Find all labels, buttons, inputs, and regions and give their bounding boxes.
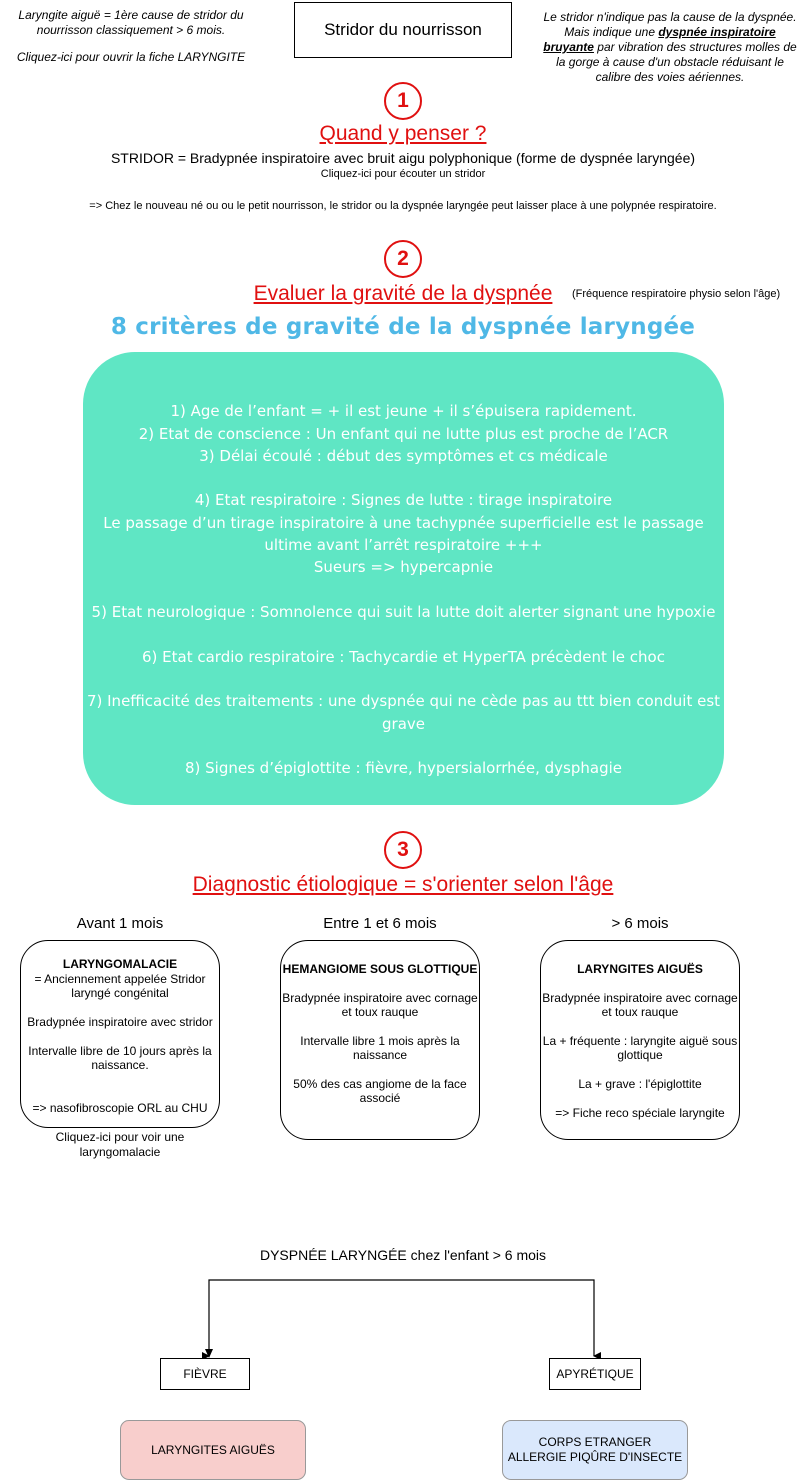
- main-title: Stridor du nourrisson: [324, 20, 482, 39]
- connector-to-apyretique: [402, 1280, 594, 1356]
- criterion-6: 6) Etat cardio respiratoire : Tachycardie et HyperTA précèdent le choc: [142, 648, 665, 666]
- criterion-4: 4) Etat respiratoire : Signes de lutte : tirage inspiratoire: [194, 491, 613, 509]
- laryngite-link[interactable]: Cliquez-ici pour ouvrir la fiche LARYNGITE: [16, 50, 246, 64]
- result-allergie-line2: ALLERGIE PIQÛRE D'INSECTE: [507, 1450, 683, 1464]
- hemangiome-line6: associé: [359, 1091, 401, 1105]
- hemangiome-line3: Intervalle libre 1 mois après la: [300, 1034, 460, 1048]
- fievre-box: [160, 1358, 250, 1390]
- apyretique-box: [549, 1358, 641, 1390]
- hemangiome-line5: 50% des cas angiome de la face: [293, 1077, 467, 1091]
- step-3-number: 3: [397, 838, 409, 861]
- step-2-number: 2: [397, 247, 409, 270]
- criterion-4-line3: ultime avant l’arrêt respiratoire +++: [264, 536, 543, 554]
- stridor-audio-link[interactable]: Cliquez-ici pour écouter un stridor: [320, 168, 486, 180]
- laryngites-line2: et toux rauque: [601, 1005, 679, 1019]
- right-note-emphasis-1: dyspnée inspiratoire: [658, 25, 776, 39]
- newborn-note: => Chez le nouveau né ou ou le petit nourrisson, le stridor ou la dyspnée laryngée peut laisser place à une polypnée respiratoire.: [89, 200, 717, 212]
- hemangiome-line4: naissance: [352, 1048, 408, 1062]
- left-note-line2: nourrisson classiquement > 6 mois.: [36, 23, 226, 37]
- flow-title: DYSPNÉE LARYNGÉE chez l'enfant > 6 mois: [259, 1247, 547, 1263]
- left-note-line1: Laryngite aiguë = 1ère cause de stridor du: [18, 8, 244, 22]
- step-1-title: Quand y penser ?: [319, 122, 487, 145]
- criterion-7-line2: grave: [382, 715, 425, 733]
- laryngomalacie-line4: Intervalle libre de 10 jours après la: [28, 1044, 212, 1058]
- criterion-8: 8) Signes d’épiglottite : fièvre, hypersialorrhée, dysphagie: [184, 759, 623, 777]
- hemangiome-line1: Bradypnée inspiratoire avec cornage: [282, 991, 478, 1005]
- laryngomalacie-line2: laryngé congénital: [71, 986, 169, 1000]
- criteria-title: 8 critères de gravité de la dyspnée laryngée: [110, 314, 696, 340]
- criterion-5: 5) Etat neurologique : Somnolence qui suit la lutte doit alerter signant une hypoxie: [91, 603, 716, 621]
- hemangiome-title: HEMANGIOME SOUS GLOTTIQUE: [282, 962, 478, 976]
- result-corps-etranger-line1: CORPS ETRANGER: [538, 1435, 652, 1449]
- laryngites-title: LARYNGITES AIGUËS: [577, 962, 703, 976]
- column-heading-1-to-6-months: Entre 1 et 6 mois: [323, 915, 437, 932]
- column-heading-before-1-month: Avant 1 mois: [76, 915, 164, 932]
- laryngites-line6[interactable]: => Fiche reco spéciale laryngite: [555, 1106, 725, 1120]
- laryngites-line1: Bradypnée inspiratoire avec cornage: [542, 991, 738, 1005]
- laryngites-line5: La + grave : l'épiglottite: [578, 1077, 702, 1091]
- laryngomalacie-line6: => nasofibroscopie ORL au CHU: [32, 1101, 208, 1115]
- connector-to-fievre: [209, 1280, 402, 1356]
- stridor-definition: STRIDOR = Bradypnée inspiratoire avec bruit aigu polyphonique (forme de dyspnée laryngée): [110, 150, 696, 166]
- right-note-line4: la gorge à cause d'un obstacle réduisant le: [556, 55, 784, 69]
- criterion-4-line2: Le passage d’un tirage inspiratoire à une tachypnée superficielle est le passage: [103, 514, 704, 532]
- laryngomalacie-line5: naissance.: [91, 1058, 149, 1072]
- column-heading-over-6-months: > 6 mois: [611, 915, 669, 932]
- laryngomalacie-link-line1: Cliquez-ici pour voir une: [55, 1130, 185, 1144]
- laryngomalacie-line1: = Anciennement appelée Stridor: [34, 972, 206, 986]
- laryngomalacie-link-line2: laryngomalacie: [79, 1145, 161, 1159]
- arrowhead-left: [205, 1349, 213, 1358]
- criterion-2: 2) Etat de conscience : Un enfant qui ne lutte plus est proche de l’ACR: [138, 425, 669, 443]
- step-3-title: Diagnostic étiologique = s'orienter selon l'âge: [192, 873, 614, 896]
- criterion-3: 3) Délai écoulé : début des symptômes et cs médicale: [199, 447, 608, 465]
- right-note-line2-prefix: Mais indique une: [564, 25, 659, 39]
- result-laryngites-box: [120, 1420, 306, 1480]
- laryngites-line3: La + fréquente : laryngite aiguë sous: [542, 1034, 738, 1048]
- apyretique-label: APYRÉTIQUE: [556, 1367, 634, 1381]
- hemangiome-line2: et toux rauque: [341, 1005, 419, 1019]
- result-corps-etranger-box: [502, 1420, 688, 1480]
- right-note-line3-suffix: par vibration des structures molles de: [593, 40, 797, 54]
- step-2-title: Evaluer la gravité de la dyspnée: [253, 282, 553, 305]
- laryngites-line4: glottique: [617, 1048, 663, 1062]
- laryngomalacie-line3: Bradypnée inspiratoire avec stridor: [27, 1015, 213, 1029]
- result-laryngites-label: LARYNGITES AIGUËS: [151, 1442, 275, 1457]
- respiratory-rate-link[interactable]: (Fréquence respiratoire physio selon l'âge): [572, 288, 781, 300]
- step-1-number: 1: [397, 89, 409, 112]
- laryngomalacie-title: LARYNGOMALACIE: [62, 957, 178, 971]
- right-note-line5: calibre des voies aériennes.: [595, 70, 745, 84]
- criterion-7: 7) Inefficacité des traitements : une dyspnée qui ne cède pas au ttt bien conduit est: [86, 692, 721, 710]
- right-note-emphasis-2: bruyante: [543, 40, 594, 54]
- criterion-1: 1) Age de l’enfant = + il est jeune + il s’épuisera rapidement.: [170, 402, 637, 420]
- criterion-4-line4: Sueurs => hypercapnie: [313, 558, 494, 576]
- fievre-label: FIÈVRE: [183, 1367, 227, 1381]
- right-note-line1: Le stridor n'indique pas la cause de la dyspnée.: [543, 10, 797, 24]
